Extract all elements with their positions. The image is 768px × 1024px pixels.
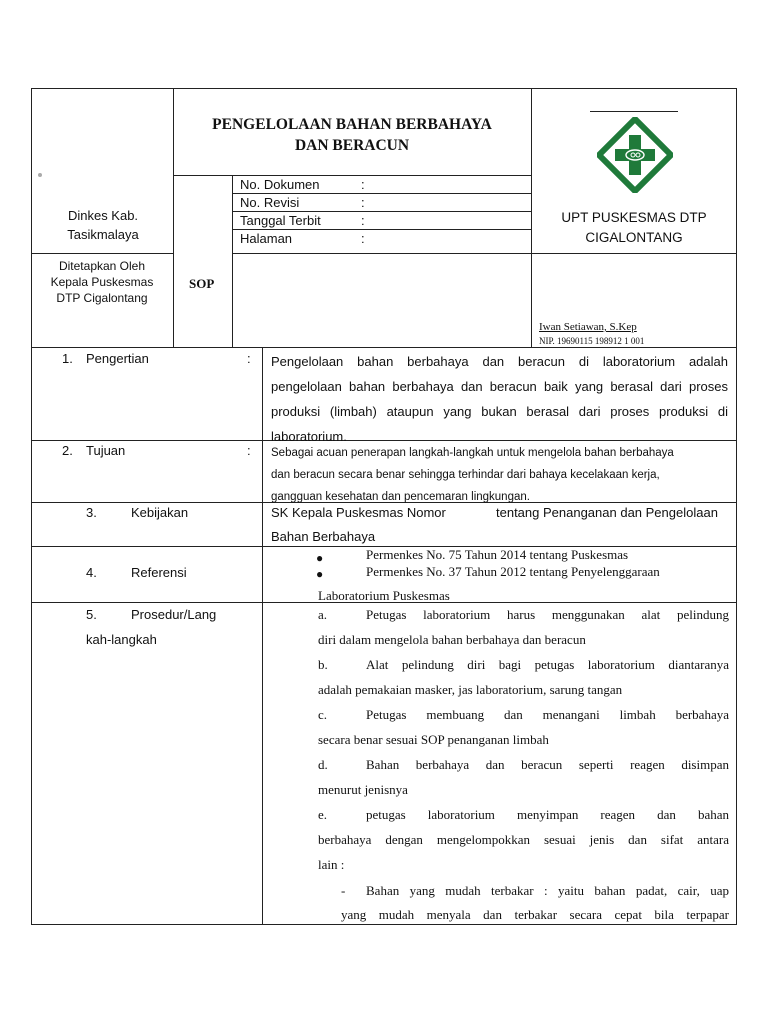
step-e-line2: berbahaya dengan mengelompokkan sesuai jenis dan sifat antara (318, 832, 729, 847)
step-b-line2: adalah pemakaian masker, jas laboratorium, sarung tangan (318, 682, 623, 697)
document-title: PENGELOLAAN BAHAN BERBAHAYA DAN BERACUN (212, 116, 492, 154)
step-c-line2: secara benar sesuai SOP penanganan limbah (318, 732, 549, 747)
signer-name: Iwan Setiawan, S.Kep (539, 321, 637, 333)
meta-label-dokumen: No. Dokumen (240, 177, 320, 192)
meta-colon-dokumen: : (361, 177, 365, 192)
puskesmas-logo (597, 117, 673, 193)
step-a-line1: Petugas laboratorium harus menggunakan alat pelindung (366, 607, 729, 622)
dot-mark (38, 173, 42, 177)
step-e-line1: petugas laboratorium menyimpan reagen dan bahan (366, 807, 729, 822)
section-label-referensi: Referensi (131, 565, 187, 580)
sub-item-line1: Bahan yang mudah terbakar : yaitu bahan padat, cair, uap (366, 883, 729, 898)
section-label-tujuan: Tujuan (86, 443, 126, 458)
referensi-item-2: Permenkes No. 37 Tahun 2012 tentang Penyelenggaraan (366, 564, 660, 579)
kebijakan-line1a: SK Kepala Puskesmas Nomor (271, 505, 446, 520)
meta-label-halaman: Halaman (240, 231, 293, 246)
ditetapkan-block: Ditetapkan Oleh Kepala Puskesmas DTP Cigalontang (50, 259, 154, 305)
step-letter: b. (318, 657, 328, 672)
bullet-icon: ● (316, 551, 324, 565)
tujuan-text: Sebagai acuan penerapan langkah-langkah untuk mengelola bahan berbahaya dan beracun secara benar sehingga terhindar dari bahaya kecelakaan kerja, gangguan kesehatan dan pencemaran lingkungan. (271, 447, 674, 503)
sub-dash: - (341, 883, 346, 898)
signer-nip: NIP. 19690115 198912 1 001 (539, 336, 645, 346)
upt-name: UPT PUSKESMAS DTP CIGALONTANG (561, 210, 707, 245)
meta-colon-revisi: : (361, 195, 365, 210)
label-colon: : (247, 351, 251, 366)
section-number: 3. (86, 505, 97, 520)
step-d-line1: Bahan berbahaya dan beracun seperti reagen disimpan (366, 757, 729, 772)
label-colon: : (247, 443, 251, 458)
step-letter: a. (318, 607, 328, 622)
step-a-line2: diri dalam mengelola bahan berbahaya dan beracun (318, 632, 586, 647)
step-letter: e. (318, 807, 328, 822)
step-letter: c. (318, 707, 328, 722)
step-letter: d. (318, 757, 328, 772)
meta-colon-halaman: : (361, 231, 365, 246)
section-label-prosedur: Prosedur/Lang (131, 607, 217, 622)
issuer-org: Dinkes Kab. Tasikmalaya (67, 208, 139, 242)
section-number: 4. (86, 565, 97, 580)
section-label-prosedur-cont: kah-langkah (86, 632, 157, 647)
kebijakan-line2: Bahan Berbahaya (271, 529, 376, 544)
sub-item-line2: yang mudah menyala dan terbakar secara cepat bila terpapar (341, 907, 729, 922)
section-label-pengertian: Pengertian (86, 351, 149, 366)
step-b-line1: Alat pelindung diri bagi petugas laboratorium diantaranya (366, 657, 729, 672)
meta-label-revisi: No. Revisi (240, 195, 300, 210)
step-e-line3: lain : (318, 857, 345, 872)
kebijakan-line1b: tentang Penanganan dan Pengelolaan (496, 505, 718, 520)
bullet-icon: ● (316, 567, 324, 581)
section-number: 2. (62, 443, 73, 458)
referensi-item-2-cont: Laboratorium Puskesmas (318, 588, 450, 603)
section-label-kebijakan: Kebijakan (131, 505, 189, 520)
section-number: 1. (62, 351, 73, 366)
pengertian-text: Pengelolaan bahan berbahaya dan beracun di laboratorium adalah pengelolaan bahan berbahaya dan beracun baik yang berasal dari proses produksi (limbah) ataupun yang bukan berasal dari proses produksi di laboratorium. (271, 354, 728, 444)
sop-label: SOP (189, 276, 215, 291)
section-number: 5. (86, 607, 97, 622)
referensi-item-1: Permenkes No. 75 Tahun 2014 tentang Puskesmas (366, 547, 629, 562)
step-c-line1: Petugas membuang dan menangani limbah berbahaya (366, 707, 729, 722)
step-d-line2: menurut jenisnya (318, 782, 408, 797)
meta-colon-tanggal: : (361, 213, 365, 228)
meta-label-tanggal: Tanggal Terbit (240, 213, 321, 228)
